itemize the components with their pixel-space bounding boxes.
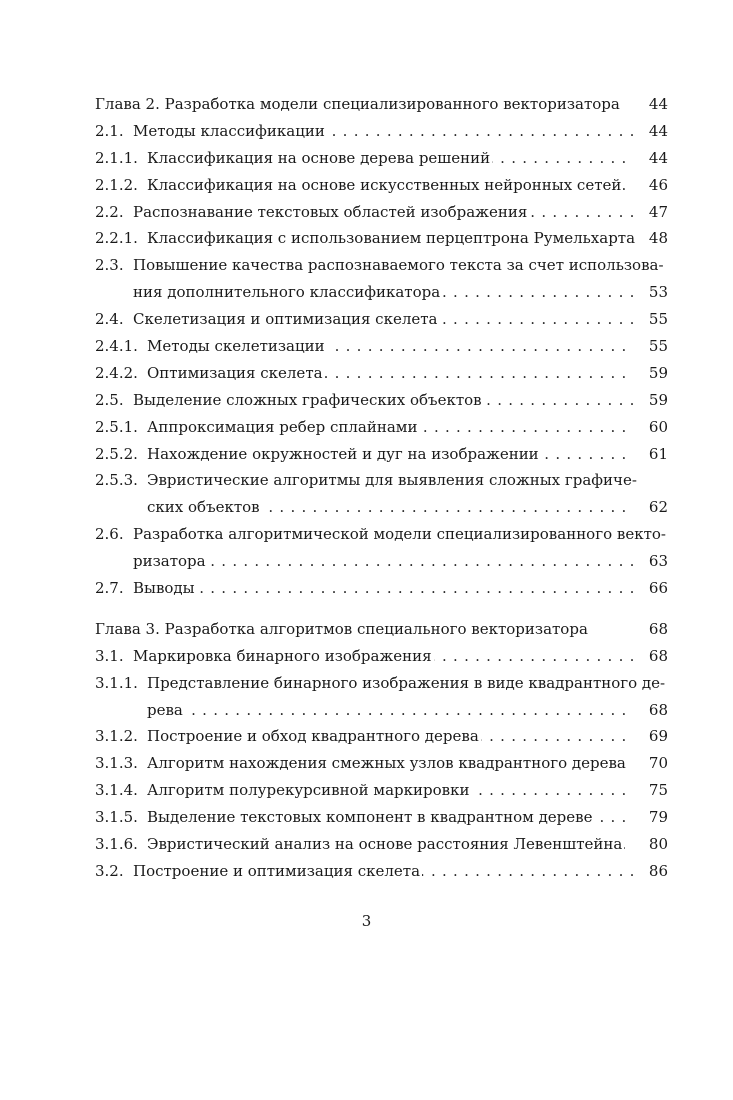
- toc-entry-title: ских объектов: [147, 498, 260, 517]
- toc-entry-line: [95, 616, 668, 643]
- page-number: 3: [361, 912, 372, 930]
- toc-entry-number: 2.5.: [95, 390, 124, 409]
- toc-entry-line: [95, 548, 668, 575]
- toc-entry[interactable]: [95, 858, 668, 885]
- toc-page-number: 44: [643, 145, 668, 172]
- toc-entry[interactable]: [95, 723, 668, 750]
- toc-entry-title: Классификация на основе искусственных нейронных сетей: [147, 175, 622, 194]
- toc-entry-line: [95, 467, 668, 494]
- toc-entry-number: 2.1.2.: [95, 175, 138, 194]
- toc-entry-title: Эвристический анализ на основе расстояния Левенштейна: [147, 835, 623, 854]
- toc-entry-line: [95, 387, 668, 414]
- toc-page-number: 59: [643, 360, 668, 387]
- toc-entry-number: 2.2.1.: [95, 229, 138, 248]
- toc-chapter-entry[interactable]: [95, 91, 668, 118]
- toc-entry[interactable]: [95, 670, 668, 724]
- toc-page-number: 46: [643, 172, 668, 199]
- toc-entry-line: [95, 521, 668, 548]
- toc-entry-number: 2.3.: [95, 256, 124, 275]
- toc-entry-line: [95, 670, 668, 697]
- toc-entry-number: 3.1.4.: [95, 781, 138, 800]
- toc-page-number: 61: [643, 441, 668, 468]
- toc-entry-number: 3.1.6.: [95, 835, 138, 854]
- toc-page-number: 44: [643, 91, 668, 118]
- toc-entry[interactable]: [95, 360, 668, 387]
- toc-entry[interactable]: [95, 777, 668, 804]
- toc-entry-line: [95, 279, 668, 306]
- toc-page-number: 80: [643, 831, 668, 858]
- toc-chapter-entry[interactable]: [95, 616, 668, 643]
- toc-entry-title: Оптимизация скелета: [147, 363, 323, 382]
- table-of-contents: [95, 91, 668, 885]
- toc-page-number: 63: [643, 548, 668, 575]
- toc-entry-title: Построение и оптимизация скелета: [133, 861, 421, 880]
- toc-page-number: 70: [643, 750, 668, 777]
- toc-entry[interactable]: [95, 199, 668, 226]
- toc-entry-line: [95, 199, 668, 226]
- toc-page-number: 69: [643, 723, 668, 750]
- toc-entry[interactable]: [95, 306, 668, 333]
- toc-page-number: 75: [643, 777, 668, 804]
- toc-entry-line: [95, 831, 668, 858]
- toc-entry-title: Построение и обход квадрантного дерева: [147, 727, 479, 746]
- toc-entry-number: 2.1.1.: [95, 148, 138, 167]
- toc-entry-title: Аппроксимация ребер сплайнами: [147, 417, 418, 436]
- toc-page-number: 79: [643, 804, 668, 831]
- toc-entry-line: [95, 750, 668, 777]
- toc-entry-title: Нахождение окружностей и дуг на изображении: [147, 444, 539, 463]
- toc-entry-line: [95, 575, 668, 602]
- toc-entry[interactable]: [95, 252, 668, 306]
- toc-page-number: 59: [643, 387, 668, 414]
- toc-entry-title: Повышение качества распознаваемого текста за счет использова-: [133, 256, 664, 275]
- toc-entry-title: Глава 3. Разработка алгоритмов специального векторизатора: [95, 619, 588, 638]
- toc-entry[interactable]: [95, 521, 668, 575]
- toc-entry-line: [95, 441, 668, 468]
- toc-page-number: 55: [643, 333, 668, 360]
- toc-entry-title: Выделение сложных графических объектов: [133, 390, 482, 409]
- toc-entry-title: ризатора: [133, 552, 206, 571]
- toc-entry-number: 2.1.: [95, 121, 124, 140]
- toc-entry-line: [95, 858, 668, 885]
- toc-entry-number: 2.6.: [95, 525, 124, 544]
- toc-entry-line: [95, 723, 668, 750]
- toc-entry-line: [95, 360, 668, 387]
- toc-entry-title: Методы скелетизации: [147, 337, 325, 356]
- toc-entry-number: 2.7.: [95, 579, 124, 598]
- toc-entry-line: [95, 494, 668, 521]
- toc-entry[interactable]: [95, 145, 668, 172]
- toc-entry-line: [95, 414, 668, 441]
- chapter-gap: [95, 602, 668, 616]
- toc-entry-number: 2.4.2.: [95, 363, 138, 382]
- toc-entry[interactable]: [95, 118, 668, 145]
- toc-entry-number: 2.2.: [95, 202, 124, 221]
- toc-entry-title: Классификация на основе дерева решений: [147, 148, 491, 167]
- toc-entry-title: рева: [147, 700, 183, 719]
- toc-entry-title: Выводы: [133, 579, 195, 598]
- toc-page-number: 44: [643, 118, 668, 145]
- toc-entry-line: [95, 643, 668, 670]
- toc-entry-title: Выделение текстовых компонент в квадрантном дереве: [147, 808, 593, 827]
- toc-entry-title: Методы классификации: [133, 121, 325, 140]
- toc-entry-line: [95, 333, 668, 360]
- toc-entry[interactable]: [95, 643, 668, 670]
- toc-page-number: 53: [643, 279, 668, 306]
- toc-entry-number: 3.2.: [95, 861, 124, 880]
- toc-page-number: 86: [643, 858, 668, 885]
- toc-page-number: 66: [643, 575, 668, 602]
- toc-entry-title: Алгоритм нахождения смежных узлов квадрантного дерева: [147, 754, 626, 773]
- toc-entry-number: 3.1.1.: [95, 673, 138, 692]
- toc-entry-number: 2.5.1.: [95, 417, 138, 436]
- toc-page-number: 47: [643, 199, 668, 226]
- toc-entry-line: [95, 252, 668, 279]
- toc-page-number: 68: [643, 697, 668, 724]
- toc-entry-line: [95, 91, 668, 118]
- toc-entry-title: Эвристические алгоритмы для выявления сложных графиче-: [147, 471, 637, 490]
- toc-entry-title: ния дополнительного классификатора: [133, 283, 441, 302]
- toc-entry-title: Скелетизация и оптимизация скелета: [133, 310, 438, 329]
- toc-entry-line: [95, 306, 668, 333]
- toc-page-number: 68: [643, 643, 668, 670]
- toc-entry-number: 3.1.2.: [95, 727, 138, 746]
- toc-entry-number: 2.5.3.: [95, 471, 138, 490]
- toc-leader-dots: [133, 575, 634, 602]
- toc-entry-title: Представление бинарного изображения в виде квадрантного де-: [147, 673, 666, 692]
- toc-entry-line: [95, 172, 668, 199]
- toc-entry[interactable]: [95, 831, 668, 858]
- toc-entry-number: 2.4.: [95, 310, 124, 329]
- toc-entry-title: Маркировка бинарного изображения: [133, 646, 432, 665]
- toc-entry[interactable]: [95, 414, 668, 441]
- toc-entry-number: 3.1.: [95, 646, 124, 665]
- toc-entry[interactable]: [95, 467, 668, 521]
- toc-entry-number: 2.5.2.: [95, 444, 138, 463]
- toc-entry[interactable]: [95, 225, 668, 252]
- toc-page-number: 55: [643, 306, 668, 333]
- toc-entry-line: [95, 777, 668, 804]
- toc-page-number: 48: [643, 225, 668, 252]
- toc-entry-line: [95, 225, 668, 252]
- toc-entry-number: 3.1.5.: [95, 808, 138, 827]
- toc-entry[interactable]: [95, 387, 668, 414]
- toc-leader-dots: [147, 697, 634, 724]
- toc-leader-dots: [133, 548, 634, 575]
- toc-entry-line: [95, 118, 668, 145]
- toc-entry[interactable]: [95, 333, 668, 360]
- toc-entry-line: [95, 145, 668, 172]
- toc-entry[interactable]: [95, 750, 668, 777]
- toc-entry[interactable]: [95, 575, 668, 602]
- toc-entry-title: Разработка алгоритмической модели специализированного векто-: [133, 525, 666, 544]
- toc-entry-number: 3.1.3.: [95, 754, 138, 773]
- toc-entry-number: 2.4.1.: [95, 337, 138, 356]
- toc-entry-title: Глава 2. Разработка модели специализированного векторизатора: [95, 95, 620, 113]
- toc-entry[interactable]: [95, 441, 668, 468]
- toc-entry-title: Классификация с использованием перцептрона Румельхарта: [147, 229, 636, 248]
- toc-page-number: 62: [643, 494, 668, 521]
- toc-entry[interactable]: [95, 172, 668, 199]
- toc-page-number: 68: [643, 616, 668, 643]
- toc-entry-title: Распознавание текстовых областей изображения: [133, 202, 528, 221]
- toc-page-number: 60: [643, 414, 668, 441]
- toc-entry[interactable]: [95, 804, 668, 831]
- toc-entry-line: [95, 804, 668, 831]
- toc-entry-line: [95, 697, 668, 724]
- toc-entry-title: Алгоритм полурекурсивной маркировки: [147, 781, 470, 800]
